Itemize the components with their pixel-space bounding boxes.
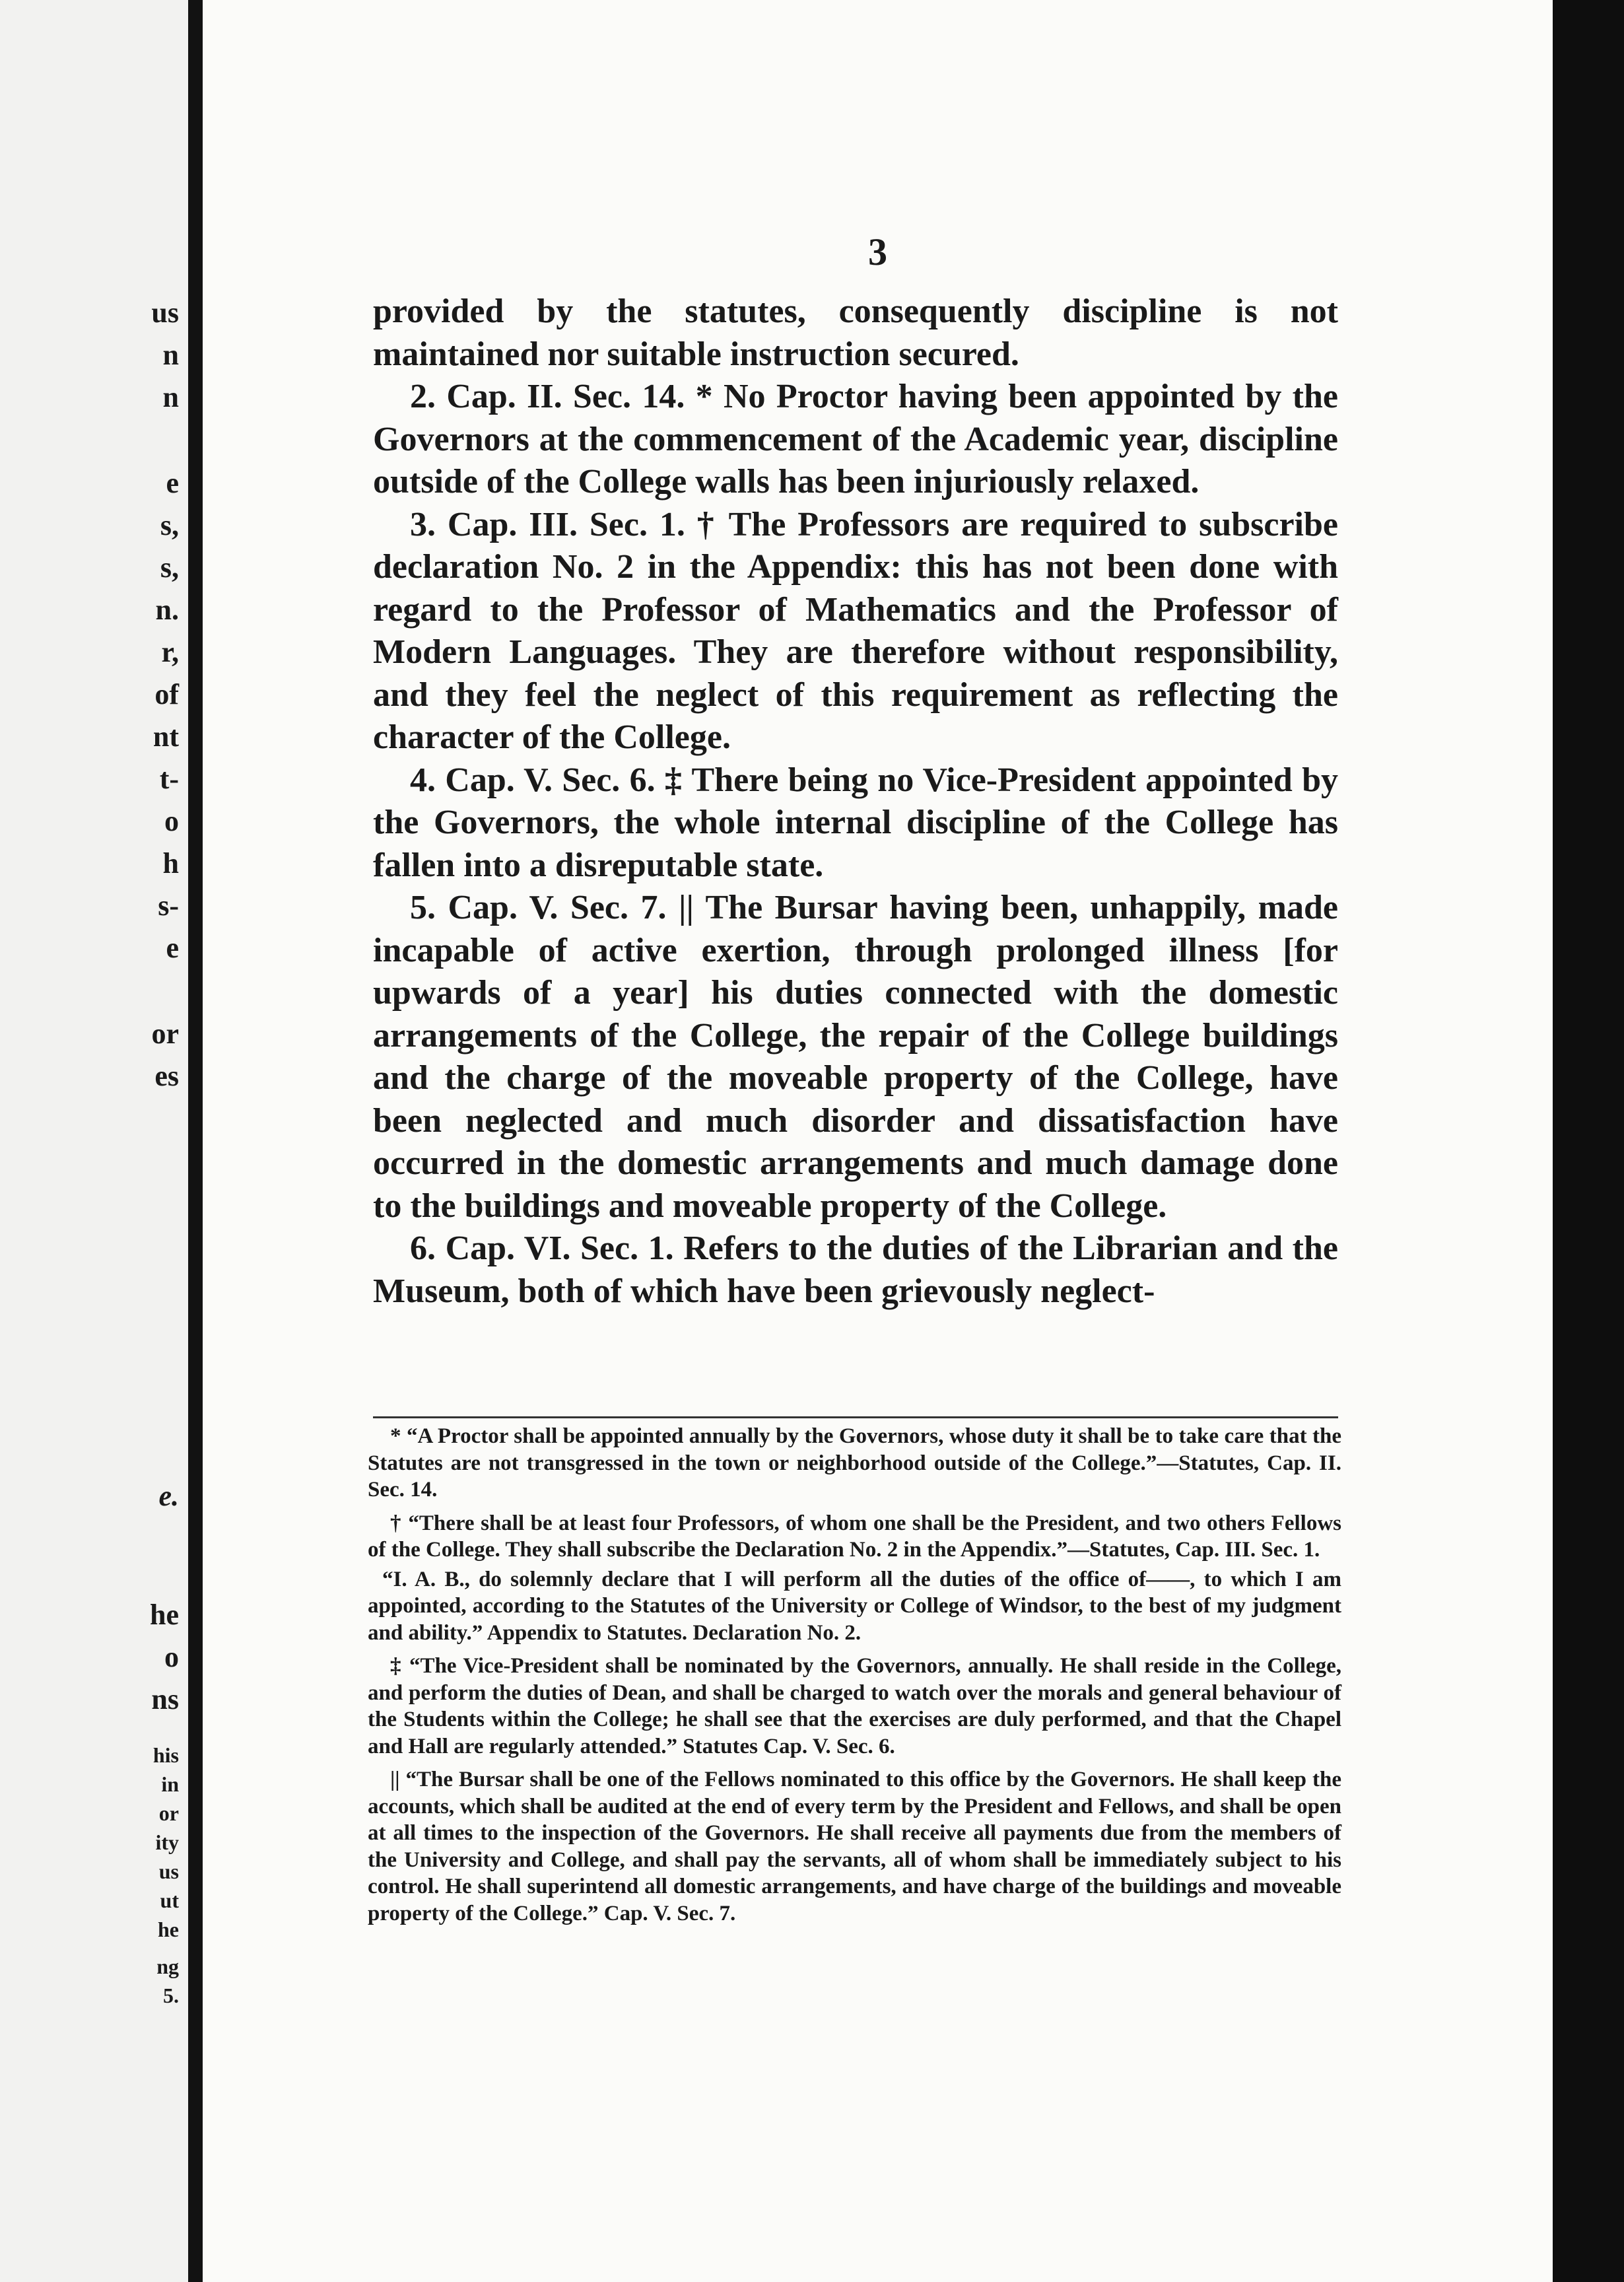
left-fragment: nt xyxy=(152,720,179,753)
left-fragment: e. xyxy=(158,1480,179,1512)
footnote-declaration: “I. A. B., do solemnly declare that I will perform all the duties of the office of——, to which I am appointed, according to the Statutes of the University or College of Windsor, to the best of my judgment and ability.” Appendix to Statutes. Declaration No. 2. xyxy=(368,1567,1341,1645)
left-page-fragment xyxy=(0,0,188,2282)
left-fragment: us xyxy=(151,296,179,329)
paragraph-item-6: 6. Cap. VI. Sec. 1. Refers to the duties of the Librarian and the Museum, both of which have been grievously neglect- xyxy=(373,1229,1338,1310)
left-fragment: he xyxy=(150,1599,179,1631)
paragraph-item-4: 4. Cap. V. Sec. 6. ‡ There being no Vice-President appointed by the Governors, the whole internal discipline of the College has fallen into a disreputable state. xyxy=(373,761,1338,884)
left-fragment: s, xyxy=(160,551,179,584)
left-fragment: or xyxy=(151,1018,179,1050)
paragraph-item-3: 3. Cap. III. Sec. 1. † The Professors are required to subscribe declaration No. 2 in the Appendix: this has not been done with regard to the Professor of Mathematics and the Professor of Modern Languages. They are therefore without responsibility, and they feel the neglect of this requirement as reflecting the character of the College. xyxy=(373,505,1338,756)
left-fragment: ng xyxy=(156,1954,179,1978)
left-fragment: n xyxy=(162,381,179,413)
footnote-bursar: || “The Bursar shall be one of the Fellows nominated to this office by the Governors. He shall keep the accounts, which shall be audited at the end of every term by the President and Fellows, and shall be open at all times to the inspection of the Governors. He shall receive all payments due from the members of the University and College, and shall pay the servants, all of whom shall be immediately subject to his control. He shall superintend all domestic arrangements, and have charge of the buildings and moveable property of the College.” Cap. V. Sec. 7. xyxy=(368,1768,1341,1925)
left-fragment: e xyxy=(166,932,179,964)
left-fragment: n xyxy=(162,339,179,371)
left-fragment: or xyxy=(158,1801,179,1825)
scan-border xyxy=(1553,0,1624,2282)
left-fragment: ut xyxy=(160,1888,179,1912)
left-fragment: n. xyxy=(155,594,179,626)
left-fragment: of xyxy=(154,678,179,710)
left-fragment: us xyxy=(158,1859,179,1883)
left-fragment: s, xyxy=(160,509,179,541)
paragraph-item-5: 5. Cap. V. Sec. 7. || The Bursar having been, unhappily, made incapable of active exertion, through prolonged illness [for upwards of a year] his duties connected with the domestic arrangements of the College, the repair of the College buildings and the charge of the moveable property of the College, have been neglected and much disorder and dissatisfaction have occurred in the domestic arrangements and much damage done to the buildings and moveable property of the College. xyxy=(373,889,1338,1225)
left-fragment: his xyxy=(152,1743,179,1767)
footnote-divider xyxy=(373,1416,1338,1418)
left-fragment: he xyxy=(158,1918,179,1941)
paragraph-item-2: 2. Cap. II. Sec. 14. * No Proctor having been appointed by the Governors at the commencement of the Academic year, discipline outside of the College walls has been injuriously relaxed. xyxy=(373,378,1338,501)
left-fragment: 5. xyxy=(163,1984,179,2007)
page-number: 3 xyxy=(868,230,887,273)
left-fragment: e xyxy=(166,467,179,499)
footnotes xyxy=(368,1423,1341,1933)
left-fragment: o xyxy=(164,805,179,837)
left-fragment: r, xyxy=(161,636,179,668)
footnote-professors: † “There shall be at least four Professors, of whom one shall be the President, and two others Fellows of the College. They shall subscribe the Declaration No. 2 in the Appendix.”—Statutes, Cap. III. Sec. 1. xyxy=(368,1511,1341,1562)
left-fragment: o xyxy=(164,1641,179,1673)
left-fragment: t- xyxy=(159,763,179,795)
footnote-proctor: * “A Proctor shall be appointed annually by the Governors, whose duty it shall be to take care that the Statutes are not transgressed in the town or neighborhood outside of the College.”—Statutes, Cap. II. Sec. 14. xyxy=(368,1424,1341,1502)
body-text xyxy=(373,291,1338,1313)
left-fragment: es xyxy=(154,1060,179,1092)
paragraph-continuation: provided by the statutes, consequently discipline is not maintained nor suitable instruction secured. xyxy=(373,293,1338,373)
left-fragment: in xyxy=(161,1772,179,1796)
book-gutter xyxy=(188,0,203,2282)
document-page xyxy=(203,0,1553,2282)
left-fragment: ns xyxy=(151,1683,179,1715)
left-fragment: s- xyxy=(158,889,179,922)
left-fragment: ity xyxy=(155,1830,179,1854)
left-fragment: h xyxy=(162,847,179,880)
footnote-vice-president: ‡ “The Vice-President shall be nominated by the Governors, annually. He shall reside in the College, and perform the duties of Dean, and shall be charged to watch over the morals and general behaviour of the Students within the College; he shall see that the exercises are duly performed, and that the Chapel and Hall are regularly attended.” Statutes Cap. V. Sec. 6. xyxy=(368,1654,1341,1758)
